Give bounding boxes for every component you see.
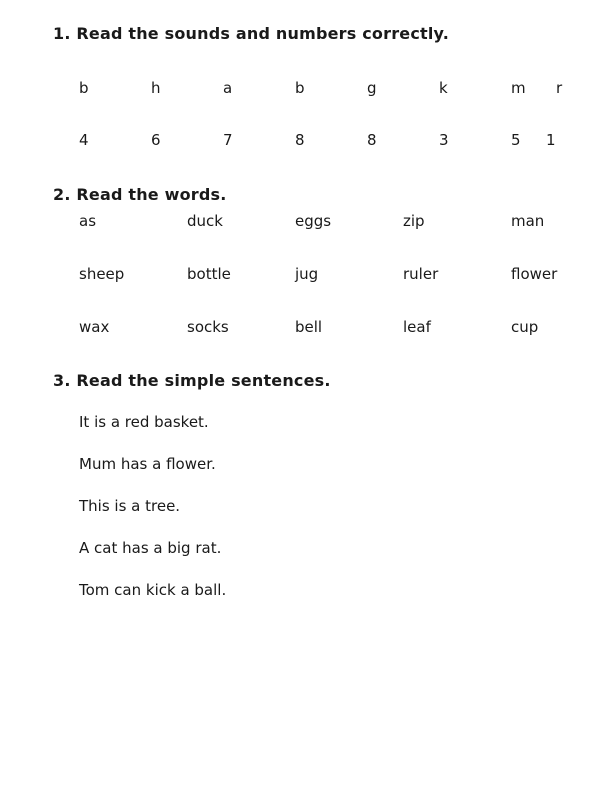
- number-item: 5: [511, 131, 521, 149]
- word-item: cup: [511, 318, 539, 336]
- word-item: leaf: [403, 318, 431, 336]
- number-item: 7: [223, 131, 233, 149]
- number-item: 8: [295, 131, 305, 149]
- sentence-item: Mum has a flower.: [79, 455, 216, 473]
- sound-item: b: [79, 79, 89, 97]
- word-item: man: [511, 212, 545, 230]
- word-item: duck: [187, 212, 223, 230]
- word-item: bottle: [187, 265, 231, 283]
- number-item: 6: [151, 131, 161, 149]
- number-item: 1: [546, 131, 556, 149]
- number-item: 3: [439, 131, 449, 149]
- number-item: 4: [79, 131, 89, 149]
- sentence-item: A cat has a big rat.: [79, 539, 222, 557]
- sentence-item: It is a red basket.: [79, 413, 209, 431]
- word-item: socks: [187, 318, 229, 336]
- word-item: eggs: [295, 212, 332, 230]
- word-item: zip: [403, 212, 425, 230]
- sound-item: a: [223, 79, 233, 97]
- section-2-heading: 2. Read the words.: [53, 185, 227, 204]
- sound-item: g: [367, 79, 377, 97]
- word-item: sheep: [79, 265, 125, 283]
- number-item: 8: [367, 131, 377, 149]
- word-item: wax: [79, 318, 110, 336]
- word-item: bell: [295, 318, 323, 336]
- sound-item: r: [556, 79, 563, 97]
- sound-item: k: [439, 79, 448, 97]
- section-1-heading: 1. Read the sounds and numbers correctly.: [53, 24, 449, 43]
- sound-item: b: [295, 79, 305, 97]
- sentence-item: This is a tree.: [79, 497, 181, 515]
- word-item: flower: [511, 265, 558, 283]
- sentence-item: Tom can kick a ball.: [79, 581, 227, 599]
- sound-item: m: [511, 79, 526, 97]
- sound-item: h: [151, 79, 161, 97]
- word-item: ruler: [403, 265, 439, 283]
- word-item: jug: [295, 265, 319, 283]
- word-item: as: [79, 212, 97, 230]
- section-3-heading: 3. Read the simple sentences.: [53, 371, 331, 390]
